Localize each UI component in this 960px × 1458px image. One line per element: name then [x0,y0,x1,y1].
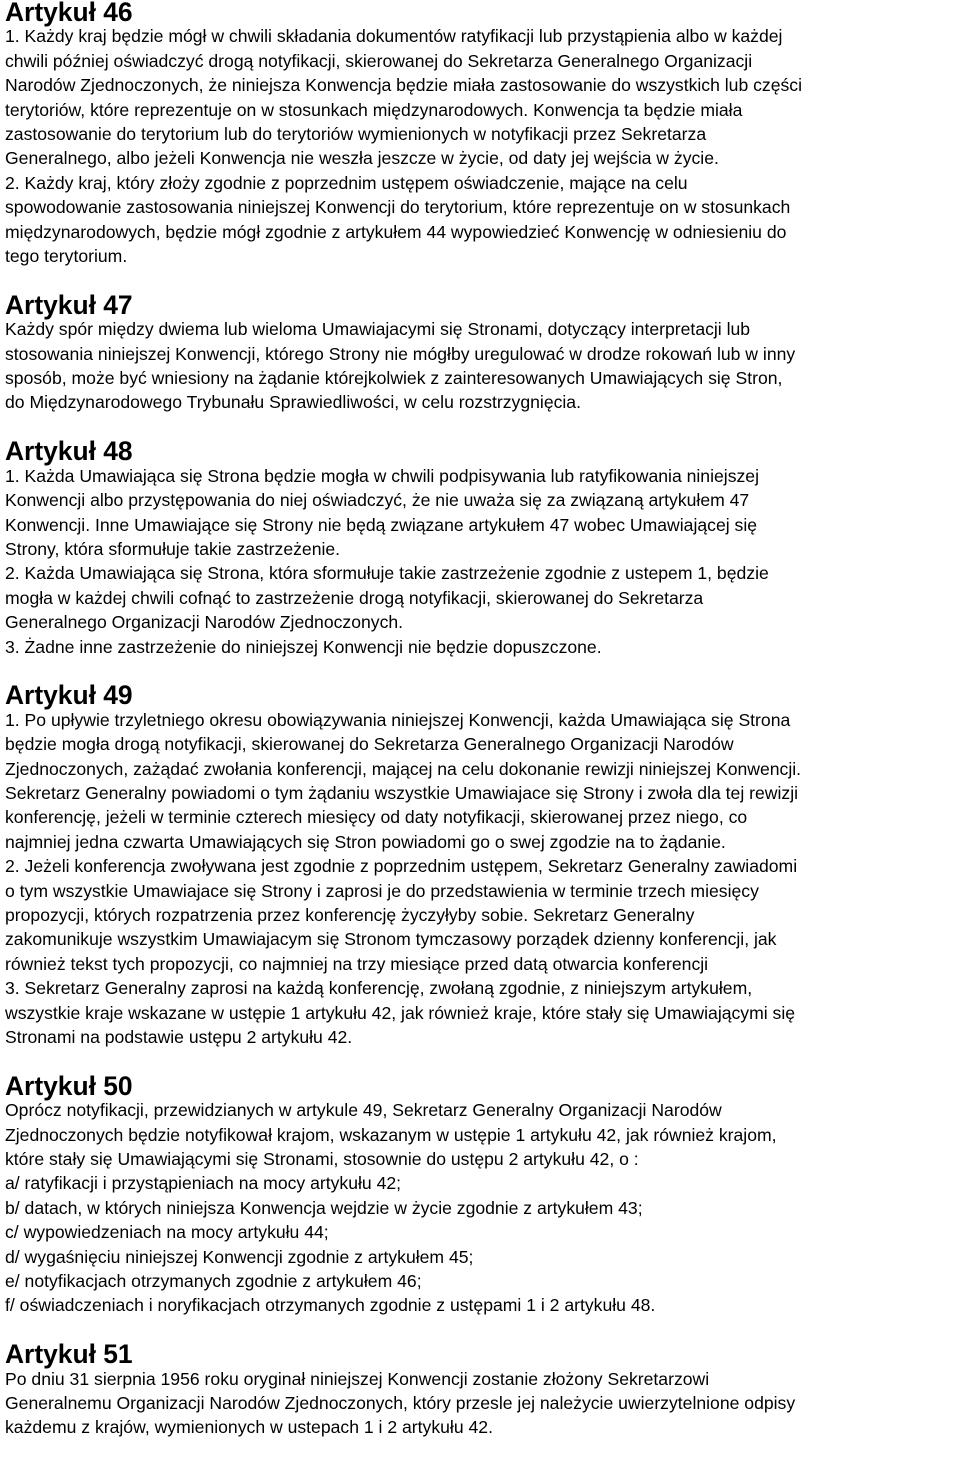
article-51 [5,1339,957,1440]
text-line: Generalnego, albo jeżeli Konwencja nie weszła jeszcze w życie, od daty jej wejścia w życie. [5,148,719,169]
article-46 [5,0,957,268]
text-line: Sekretarz Generalny powiadomi o tym żądaniu wszystkie Umawiajace się Strony i zwoła dla tej rewizji [5,782,799,803]
article-text [5,24,957,268]
text-line: 1. Każdy kraj będzie mógł w chwili składania dokumentów ratyfikacji lub przystąpienia albo w każdej [5,26,783,47]
text-line: 1. Po upływie trzyletniego okresu obowiązywania niniejszej Konwencji, każda Umawiająca się Strona [5,709,791,730]
text-line: Oprócz notyfikacji, przewidzianych w artykule 49, Sekretarz Generalny Organizacji Narodów [5,1100,722,1121]
text-line: wszystkie kraje wskazane w ustępie 1 artykułu 42, jak również kraje, które stały się Umawiającymi się [5,1002,796,1023]
text-line: 2. Jeżeli konferencja zwoływana jest zgodnie z poprzednim ustępem, Sekretarz Generalny zawiadomi [5,856,798,877]
article-text [5,708,957,1050]
text-line: tego terytorium. [5,246,128,267]
text-line: sposób, może być wniesiony na żądanie którejkolwiek z zainteresowanych Umawiających się Stron, [5,368,783,389]
text-line: zakomunikuje wszystkim Umawiajacym się Stronom tymczasowy porządek dzienny konferencji, jak [5,929,777,950]
text-line: międzynarodowych, będzie mógł zgodnie z artykułem 44 wypowiedzieć Konwencję w odniesieniu do [5,221,787,242]
text-line: zastosowanie do terytorium lub do terytoriów wymienionych w notyfikacji przez Sekretarza [5,124,707,145]
list-item: a/ ratyfikacji i przystąpieniach na mocy artykułu 42; [5,1173,402,1194]
text-line: 2. Każda Umawiająca się Strona, która sformułuje takie zastrzeżenie zgodnie z ustepem 1, będzie [5,563,769,584]
article-title: Artykuł 51 [5,1339,133,1370]
article-title: Artykuł 47 [5,289,133,320]
text-line: Zjednoczonych, zażądać zwołania konferencji, mającej na celu dokonanie rewizji niniejszej Konwencji. [5,758,802,779]
text-line: chwili później oświadczyć drogą notyfikacji, skierowanej do Sekretarza Generalnego Organizacji [5,50,753,71]
text-line: 3. Sekretarz Generalny zaprosi na każdą konferencję, zwołaną zgodnie, z niniejszym artykułem, [5,978,753,999]
text-line: Narodów Zjednoczonych, że niniejsza Konwencja będzie miała zastosowanie do wszystkich lub części [5,75,803,96]
list-item: d/ wygaśnięciu niniejszej Konwencji zgodnie z artykułem 45; [5,1246,474,1267]
text-line: najmniej jedna czwarta Umawiających się Stron powiadomi go o swej zgodzie na to żądanie. [5,831,726,852]
text-line: Strony, która sformułuje takie zastrzeżenie. [5,538,341,559]
list-item: b/ datach, w których niniejsza Konwencja wejdzie w życie zgodnie z artykułem 43; [5,1197,643,1218]
list-item: e/ notyfikacjach otrzymanych zgodnie z artykułem 46; [5,1271,422,1292]
text-line: do Międzynarodowego Trybunału Sprawiedliwości, w celu rozstrzygnięcia. [5,392,581,413]
list-item: f/ oświadczeniach i noryfikacjach otrzymanych zgodnie z ustępami 1 i 2 artykułu 48. [5,1295,656,1316]
text-line: stosowania niniejszej Konwencji, którego Strony nie mógłby uregulować w drodze rokowań lub w inny [5,343,796,364]
text-line: 2. Każdy kraj, który złoży zgodnie z poprzednim ustępem oświadczenie, mające na celu [5,172,688,193]
article-text [5,1367,957,1440]
article-text [5,1098,957,1318]
text-line: które stały się Umawiającymi się Stronami, stosownie do ustępu 2 artykułu 42, o : [5,1149,639,1170]
text-line: Każdy spór między dwiema lub wieloma Umawiajacymi się Stronami, dotyczący interpretacji lub [5,319,751,340]
article-title: Artykuł 50 [5,1070,133,1101]
text-line: Po dniu 31 sierpnia 1956 roku oryginał niniejszej Konwencji zostanie złożony Sekretarzowi [5,1368,710,1389]
text-line: 1. Każda Umawiająca się Strona będzie mogła w chwili podpisywania lub ratyfikowania niniejszej [5,465,759,486]
text-line: o tym wszystkie Umawiajace się Strony i zaprosi je do przedstawienia w terminie trzech miesięcy [5,880,759,901]
text-line: będzie mogła drogą notyfikacji, skierowanej do Sekretarza Generalnego Organizacji Narodów [5,734,734,755]
article-text [5,464,957,659]
article-text [5,317,957,415]
text-line: również tekst tych propozycji, co najmniej na trzy miesiące przed datą otwarcia konferencji [5,953,709,974]
article-48 [5,436,957,659]
article-49 [5,680,957,1049]
article-title: Artykuł 49 [5,680,133,711]
text-line: mogła w każdej chwili cofnąć to zastrzeżenie drogą notyfikacji, skierowanej do Sekretarza [5,587,704,608]
text-line: 3. Żadne inne zastrzeżenie do niniejszej Konwencji nie będzie dopuszczone. [5,636,602,657]
text-line: Stronami na podstawie ustępu 2 artykułu 42. [5,1027,353,1048]
text-line: Konwencji albo przystępowania do niej oświadczyć, że nie uważa się za związaną artykułem 47 [5,490,750,511]
text-line: Konwencji. Inne Umawiające się Strony nie będą związane artykułem 47 wobec Umawiającej się [5,514,758,535]
text-line: Zjednoczonych będzie notyfikował krajom, wskazanym w ustępie 1 artykułu 42, jak również krajom, [5,1124,777,1145]
text-line: spowodowanie zastosowania niniejszej Konwencji do terytorium, które reprezentuje on w stosunkach [5,197,791,218]
text-line: każdemu z krajów, wymienionych w ustepach 1 i 2 artykułu 42. [5,1417,493,1438]
article-title: Artykuł 48 [5,436,133,467]
text-line: propozycji, których rozpatrzenia przez konferencję życzyłyby sobie. Sekretarz Generalny [5,904,695,925]
text-line: Generalnego Organizacji Narodów Zjednoczonych. [5,612,404,633]
list-item: c/ wypowiedzeniach na mocy artykułu 44; [5,1222,329,1243]
article-50 [5,1070,957,1318]
document-body [5,0,957,1440]
text-line: terytoriów, które reprezentuje on w stosunkach międzynarodowych. Konwencja ta będzie miała [5,99,743,120]
article-47 [5,289,957,415]
article-title: Artykuł 46 [5,0,133,27]
text-line: Generalnemu Organizacji Narodów Zjednoczonych, który przesle jej należycie uwierzytelnione odpisy [5,1393,796,1414]
text-line: konferencję, jeżeli w terminie czterech miesięcy od daty notyfikacji, skierowanej przez niego, co [5,807,748,828]
